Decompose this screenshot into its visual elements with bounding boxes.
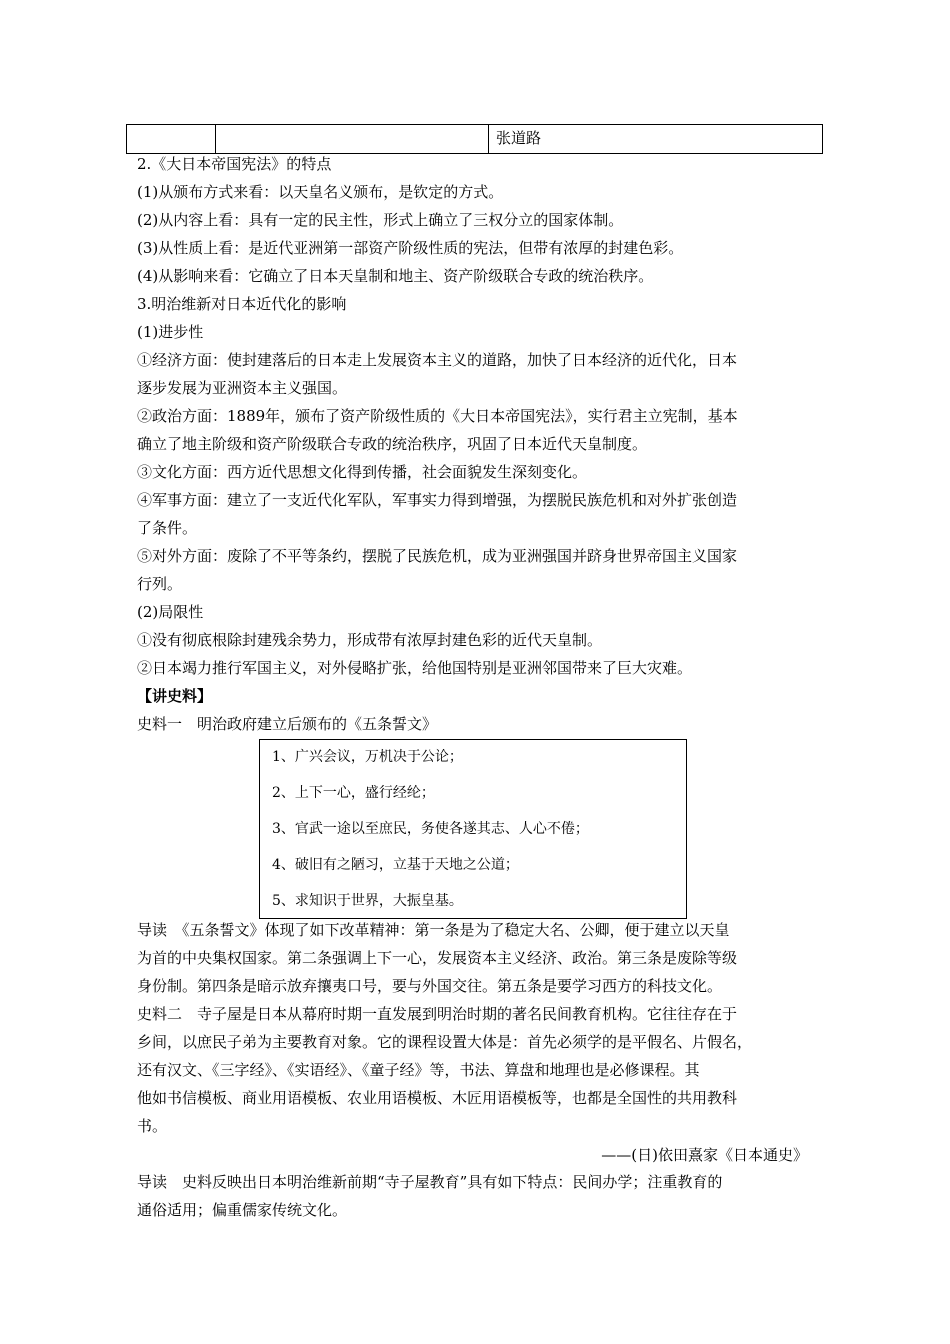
paragraph-line: 了条件。 — [137, 519, 198, 537]
paragraph-line: (3)从性质上看：是近代亚洲第一部资产阶级性质的宪法，但带有浓厚的封建色彩。 — [137, 239, 684, 257]
table-divider — [215, 125, 216, 153]
paragraph-line: 通俗适用；偏重儒家传统文化。 — [137, 1201, 348, 1219]
paragraph-line: 书。 — [137, 1117, 168, 1135]
paragraph-line: ③文化方面：西方近代思想文化得到传播，社会面貌发生深刻变化。 — [137, 463, 588, 481]
paragraph-line: (2)从内容上看：具有一定的民主性，形式上确立了三权分立的国家体制。 — [137, 211, 624, 229]
paragraph-line: ④军事方面：建立了一支近代化军队，军事实力得到增强，为摆脱民族危机和对外扩张创造 — [137, 491, 738, 509]
list-item: 3、官武一途以至庶民，务使各遂其志、人心不倦； — [272, 821, 589, 837]
section-label: 【讲史料】 — [137, 687, 213, 705]
paragraph-line: 导读 《五条誓文》体现了如下改革精神：第一条是为了稳定大名、公卿，便于建立以天皇 — [137, 921, 730, 939]
paragraph-line: 身份制。第四条是暗示放弃攘夷口号，要与外国交往。第五条是要学习西方的科技文化。 — [137, 977, 723, 995]
subheading: (1)进步性 — [137, 323, 204, 341]
paragraph-line: ①经济方面：使封建落后的日本走上发展资本主义的道路，加快了日本经济的近代化，日本 — [137, 351, 738, 369]
paragraph-line: 还有汉文、《三字经》、《实语经》、《童子经》等，书法、算盘和地理也是必修课程。其 — [137, 1061, 700, 1079]
paragraph-line: 他如书信模板、商业用语模板、农业用语模板、木匠用语模板等，也都是全国性的共用教科 — [137, 1089, 738, 1107]
paragraph-line: 确立了地主阶级和资产阶级联合专政的统治秩序，巩固了日本近代天皇制度。 — [137, 435, 648, 453]
paragraph-line: ②政治方面：1889年，颁布了资产阶级性质的《大日本帝国宪法》，实行君主立宪制，基本 — [137, 407, 738, 425]
paragraph-line: ①没有彻底根除封建残余势力，形成带有浓厚封建色彩的近代天皇制。 — [137, 631, 603, 649]
paragraph-line: (1)从颁布方式来看：以天皇名义颁布，是钦定的方式。 — [137, 183, 504, 201]
table-row — [126, 124, 823, 154]
table-cell-text: 张道路 — [496, 129, 542, 147]
paragraph-line: 乡间，以庶民子弟为主要教育对象。它的课程设置大体是：首先必须学的是平假名、片假名， — [137, 1033, 753, 1051]
paragraph-line: ⑤对外方面：废除了不平等条约，摆脱了民族危机，成为亚洲强国并跻身世界帝国主义国家 — [137, 547, 738, 565]
paragraph-line: ②日本竭力推行军国主义，对外侵略扩张，给他国特别是亚洲邻国带来了巨大灾难。 — [137, 659, 693, 677]
section-heading: 3.明治维新对日本近代化的影响 — [137, 295, 347, 313]
section-heading: 2.《大日本帝国宪法》的特点 — [137, 155, 332, 173]
paragraph-line: 史料二 寺子屋是日本从幕府时期一直发展到明治时期的著名民间教育机构。它往往存在于 — [137, 1005, 738, 1023]
table-divider — [488, 125, 489, 153]
paragraph-line: 导读 史料反映出日本明治维新前期“寺子屋教育”具有如下特点：民间办学；注重教育的 — [137, 1173, 723, 1191]
source-heading: 史料一 明治政府建立后颁布的《五条誓文》 — [137, 715, 438, 733]
subheading: (2)局限性 — [137, 603, 204, 621]
paragraph-line: (4)从影响来看：它确立了日本天皇制和地主、资产阶级联合专政的统治秩序。 — [137, 267, 654, 285]
paragraph-line: 逐步发展为亚洲资本主义强国。 — [137, 379, 348, 397]
citation: ——(日)依田熹家《日本通史》 — [601, 1146, 808, 1164]
list-item: 4、破旧有之陋习，立基于天地之公道； — [272, 857, 519, 873]
paragraph-line: 行列。 — [137, 575, 183, 593]
list-item: 1、广兴会议，万机决于公论； — [272, 749, 463, 765]
list-item: 5、求知识于世界，大振皇基。 — [272, 893, 463, 909]
paragraph-line: 为首的中央集权国家。第二条强调上下一心，发展资本主义经济、政治。第三条是废除等级 — [137, 949, 738, 967]
list-item: 2、上下一心，盛行经纶； — [272, 785, 435, 801]
oath-box — [259, 739, 687, 919]
